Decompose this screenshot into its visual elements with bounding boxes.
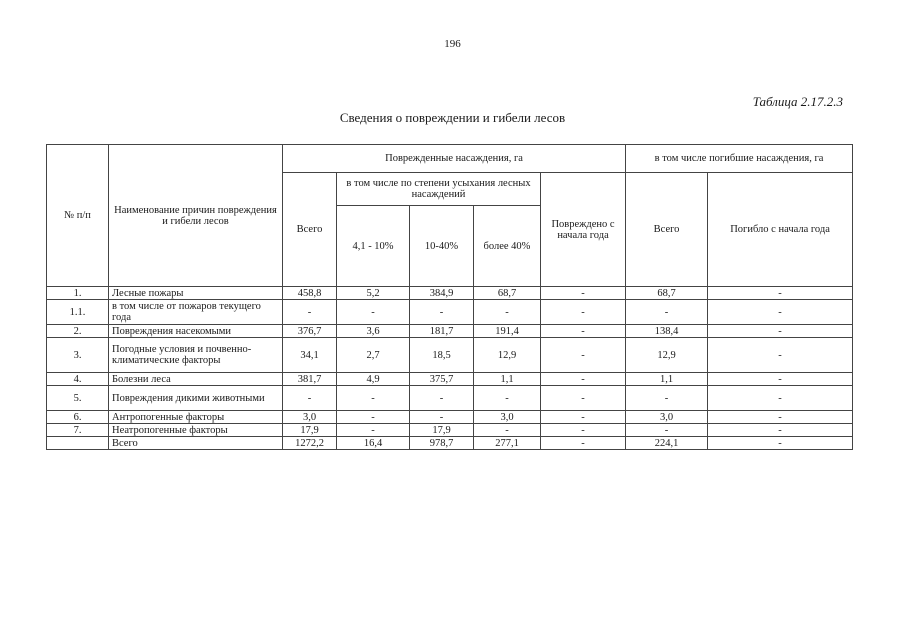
row-dead-total: - <box>626 424 708 437</box>
row-dead-total: 224,1 <box>626 437 708 450</box>
row-num: 1.1. <box>47 300 109 325</box>
row-degree-3: 1,1 <box>474 373 541 386</box>
row-dead-since: - <box>708 325 853 338</box>
row-dead-since: - <box>708 437 853 450</box>
row-dead-since: - <box>708 300 853 325</box>
row-degree-2: 17,9 <box>410 424 474 437</box>
header-damaged-since: Повреждено с начала года <box>541 173 626 287</box>
row-degree-1: 5,2 <box>337 287 410 300</box>
header-dead: в том числе погибшие насаждения, га <box>626 145 853 173</box>
row-damaged-since: - <box>541 386 626 411</box>
row-total: 1272,2 <box>283 437 337 450</box>
header-damaged: Поврежденные насаждения, га <box>283 145 626 173</box>
row-degree-1: 3,6 <box>337 325 410 338</box>
row-degree-2: 18,5 <box>410 338 474 373</box>
row-degree-3: 191,4 <box>474 325 541 338</box>
table-row <box>47 386 853 411</box>
row-total: - <box>283 300 337 325</box>
row-name: Повреждения насекомыми <box>109 325 283 338</box>
row-num: 1. <box>47 287 109 300</box>
row-dead-since: - <box>708 373 853 386</box>
row-name: в том числе от пожаров текущего года <box>109 300 283 325</box>
table-row <box>47 325 853 338</box>
row-total: 34,1 <box>283 338 337 373</box>
row-total: 376,7 <box>283 325 337 338</box>
header-degree-1: 4,1 - 10% <box>337 206 410 287</box>
row-damaged-since: - <box>541 373 626 386</box>
header-num: № п/п <box>47 145 109 287</box>
table-row <box>47 338 853 373</box>
row-degree-3: 277,1 <box>474 437 541 450</box>
row-dead-total: 1,1 <box>626 373 708 386</box>
row-name: Лесные пожары <box>109 287 283 300</box>
header-name: Наименование причин повреждения и гибели лесов <box>109 145 283 287</box>
row-degree-2: 978,7 <box>410 437 474 450</box>
row-degree-1: - <box>337 411 410 424</box>
row-damaged-since: - <box>541 300 626 325</box>
row-total: 381,7 <box>283 373 337 386</box>
table-row <box>47 287 853 300</box>
table-row-total <box>47 437 853 450</box>
row-degree-2: - <box>410 411 474 424</box>
row-name: Всего <box>109 437 283 450</box>
row-dead-total: 68,7 <box>626 287 708 300</box>
row-degree-2: 384,9 <box>410 287 474 300</box>
row-degree-3: 3,0 <box>474 411 541 424</box>
row-dead-total: 138,4 <box>626 325 708 338</box>
row-degree-3: - <box>474 300 541 325</box>
row-dead-since: - <box>708 338 853 373</box>
header-degree-3: более 40% <box>474 206 541 287</box>
row-name: Погодные условия и почвенно-климатические факторы <box>109 338 283 373</box>
row-degree-2: 375,7 <box>410 373 474 386</box>
row-name: Болезни леса <box>109 373 283 386</box>
row-total: - <box>283 386 337 411</box>
row-dead-since: - <box>708 287 853 300</box>
row-dead-since: - <box>708 386 853 411</box>
row-dead-since: - <box>708 424 853 437</box>
row-name: Повреждения дикими животными <box>109 386 283 411</box>
row-num: 5. <box>47 386 109 411</box>
row-degree-1: 2,7 <box>337 338 410 373</box>
row-degree-1: - <box>337 386 410 411</box>
row-degree-1: 16,4 <box>337 437 410 450</box>
row-num: 7. <box>47 424 109 437</box>
table-row <box>47 411 853 424</box>
page-number: 196 <box>444 38 461 50</box>
row-dead-total: - <box>626 300 708 325</box>
header-dead-since: Погибло с начала года <box>708 173 853 287</box>
row-dead-total: - <box>626 386 708 411</box>
row-degree-1: - <box>337 300 410 325</box>
row-damaged-since: - <box>541 338 626 373</box>
document-title: Сведения о повреждении и гибели лесов <box>339 110 566 125</box>
row-total: 458,8 <box>283 287 337 300</box>
row-degree-2: - <box>410 386 474 411</box>
row-degree-3: 12,9 <box>474 338 541 373</box>
row-degree-3: - <box>474 386 541 411</box>
row-damaged-since: - <box>541 411 626 424</box>
row-damaged-since: - <box>541 437 626 450</box>
row-degree-1: 4,9 <box>337 373 410 386</box>
row-degree-2: - <box>410 300 474 325</box>
row-degree-2: 181,7 <box>410 325 474 338</box>
header-by-degree: в том числе по степени усыхания лесных насаждений <box>337 173 541 206</box>
row-num: 3. <box>47 338 109 373</box>
header-total: Всего <box>283 173 337 287</box>
row-num: 2. <box>47 325 109 338</box>
row-num: 4. <box>47 373 109 386</box>
header-degree-2: 10-40% <box>410 206 474 287</box>
row-total: 17,9 <box>283 424 337 437</box>
row-num <box>47 437 109 450</box>
row-damaged-since: - <box>541 287 626 300</box>
row-damaged-since: - <box>541 424 626 437</box>
header-dead-total: Всего <box>626 173 708 287</box>
row-damaged-since: - <box>541 325 626 338</box>
table-row <box>47 424 853 437</box>
row-name: Антропогенные факторы <box>109 411 283 424</box>
row-name: Неатропогенные факторы <box>109 424 283 437</box>
row-dead-since: - <box>708 411 853 424</box>
table-reference: Таблица 2.17.2.3 <box>752 94 843 109</box>
row-total: 3,0 <box>283 411 337 424</box>
row-degree-3: - <box>474 424 541 437</box>
table-row <box>47 300 853 325</box>
row-num: 6. <box>47 411 109 424</box>
table-row <box>47 373 853 386</box>
row-dead-total: 3,0 <box>626 411 708 424</box>
forest-damage-table <box>46 144 853 450</box>
row-dead-total: 12,9 <box>626 338 708 373</box>
row-degree-1: - <box>337 424 410 437</box>
row-degree-3: 68,7 <box>474 287 541 300</box>
